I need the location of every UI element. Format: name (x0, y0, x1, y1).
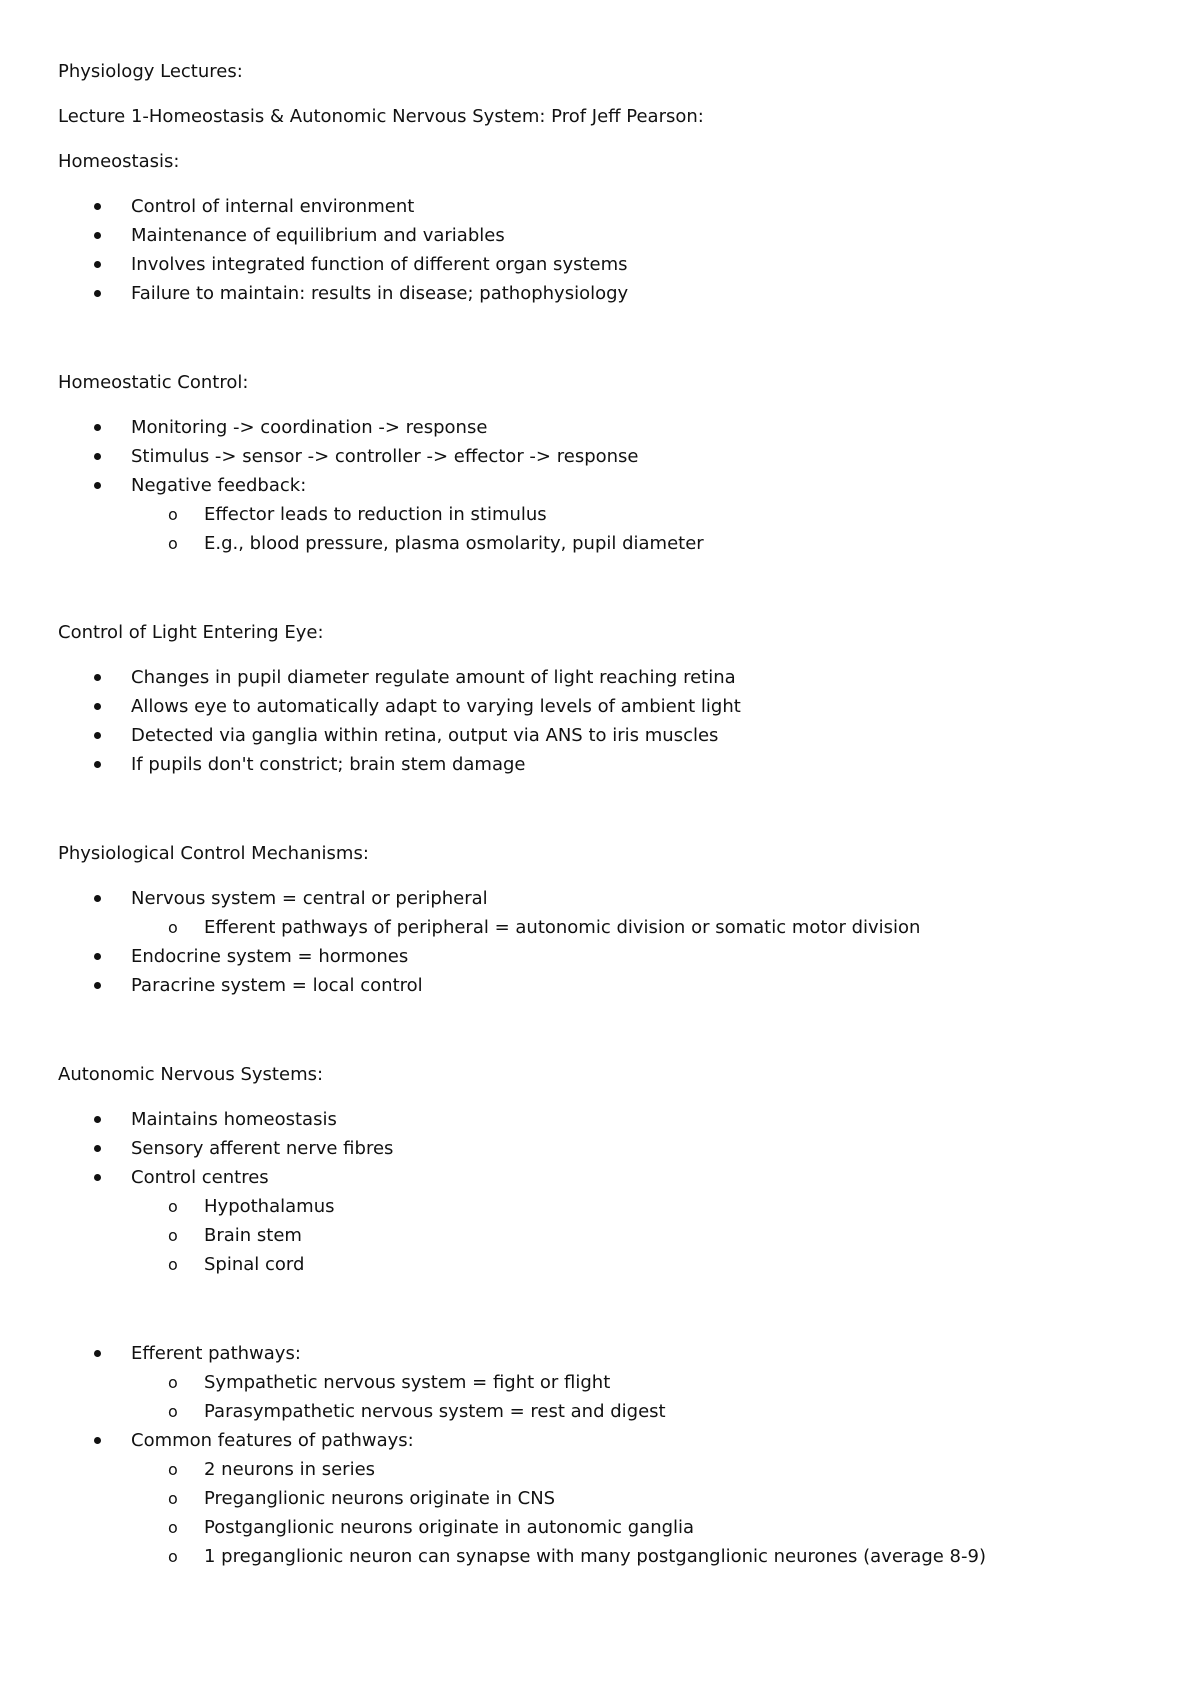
bullet-icon (94, 674, 101, 681)
circle-bullet-icon: o (168, 505, 178, 524)
list-item: Negative feedback: (58, 471, 1158, 500)
bullet-icon (94, 424, 101, 431)
list-item: Monitoring -> coordination -> response (58, 413, 1158, 442)
lecture-heading: Lecture 1-Homeostasis & Autonomic Nervous System: Prof Jeff Pearson: (58, 106, 704, 127)
sub-list-item: o Postganglionic neurons originate in autonomic ganglia (58, 1513, 1158, 1542)
list-item: Detected via ganglia within retina, output via ANS to iris muscles (58, 721, 1158, 750)
circle-bullet-icon: o (168, 1226, 178, 1245)
bullet-icon (94, 1174, 101, 1181)
circle-bullet-icon: o (168, 534, 178, 553)
sub-list-item: o Efferent pathways of peripheral = autonomic division or somatic motor division (58, 913, 1158, 942)
section-heading-light-eye: Control of Light Entering Eye: (58, 622, 324, 643)
list-item: Common features of pathways: (58, 1426, 1158, 1455)
sub-list-item: o Spinal cord (58, 1250, 1158, 1279)
bullet-icon (94, 203, 101, 210)
bullet-icon (94, 1350, 101, 1357)
homeostatic-control-list (58, 413, 1158, 558)
bullet-icon (94, 290, 101, 297)
list-item: Nervous system = central or peripheral (58, 884, 1158, 913)
list-item: If pupils don't constrict; brain stem damage (58, 750, 1158, 779)
list-item: Paracrine system = local control (58, 971, 1158, 1000)
bullet-icon (94, 732, 101, 739)
list-item: Stimulus -> sensor -> controller -> effector -> response (58, 442, 1158, 471)
document-page (58, 57, 1158, 1571)
mechanisms-list (58, 884, 1158, 1000)
bullet-icon (94, 1437, 101, 1444)
list-item: Efferent pathways: (58, 1339, 1158, 1368)
list-item: Allows eye to automatically adapt to varying levels of ambient light (58, 692, 1158, 721)
circle-bullet-icon: o (168, 1489, 178, 1508)
circle-bullet-icon: o (168, 1373, 178, 1392)
list-item: Endocrine system = hormones (58, 942, 1158, 971)
section-heading-homeostatic-control: Homeostatic Control: (58, 372, 249, 393)
sub-list-item: o Sympathetic nervous system = fight or flight (58, 1368, 1158, 1397)
sub-list-item: o E.g., blood pressure, plasma osmolarity, pupil diameter (58, 529, 1158, 558)
circle-bullet-icon: o (168, 1518, 178, 1537)
bullet-icon (94, 895, 101, 902)
circle-bullet-icon: o (168, 1547, 178, 1566)
sub-list-item: o 1 preganglionic neuron can synapse with many postganglionic neurones (average 8-9) (58, 1542, 1158, 1571)
list-item: Changes in pupil diameter regulate amount of light reaching retina (58, 663, 1158, 692)
circle-bullet-icon: o (168, 1402, 178, 1421)
sub-list-item: o 2 neurons in series (58, 1455, 1158, 1484)
list-item: Involves integrated function of different organ systems (58, 250, 1158, 279)
bullet-icon (94, 453, 101, 460)
bullet-icon (94, 232, 101, 239)
sub-list-item: o Preganglionic neurons originate in CNS (58, 1484, 1158, 1513)
circle-bullet-icon: o (168, 1197, 178, 1216)
list-item: Control centres (58, 1163, 1158, 1192)
circle-bullet-icon: o (168, 1460, 178, 1479)
section-heading-mechanisms: Physiological Control Mechanisms: (58, 843, 369, 864)
bullet-icon (94, 482, 101, 489)
ans-list (58, 1105, 1158, 1279)
bullet-icon (94, 1116, 101, 1123)
list-item: Maintenance of equilibrium and variables (58, 221, 1158, 250)
ans-pathways-list (58, 1339, 1158, 1571)
sub-list-item: o Hypothalamus (58, 1192, 1158, 1221)
bullet-icon (94, 761, 101, 768)
light-eye-list (58, 663, 1158, 779)
bullet-icon (94, 1145, 101, 1152)
sub-list-item: o Brain stem (58, 1221, 1158, 1250)
sub-list-item: o Effector leads to reduction in stimulus (58, 500, 1158, 529)
homeostasis-list (58, 192, 1158, 308)
section-heading-ans: Autonomic Nervous Systems: (58, 1064, 324, 1085)
bullet-icon (94, 953, 101, 960)
sub-list-item: o Parasympathetic nervous system = rest and digest (58, 1397, 1158, 1426)
circle-bullet-icon: o (168, 1255, 178, 1274)
bullet-icon (94, 982, 101, 989)
section-heading-homeostasis: Homeostasis: (58, 151, 180, 172)
bullet-icon (94, 261, 101, 268)
bullet-icon (94, 703, 101, 710)
list-item: Control of internal environment (58, 192, 1158, 221)
document-title: Physiology Lectures: (58, 61, 243, 82)
circle-bullet-icon: o (168, 918, 178, 937)
list-item: Failure to maintain: results in disease; pathophysiology (58, 279, 1158, 308)
list-item: Sensory afferent nerve fibres (58, 1134, 1158, 1163)
list-item: Maintains homeostasis (58, 1105, 1158, 1134)
